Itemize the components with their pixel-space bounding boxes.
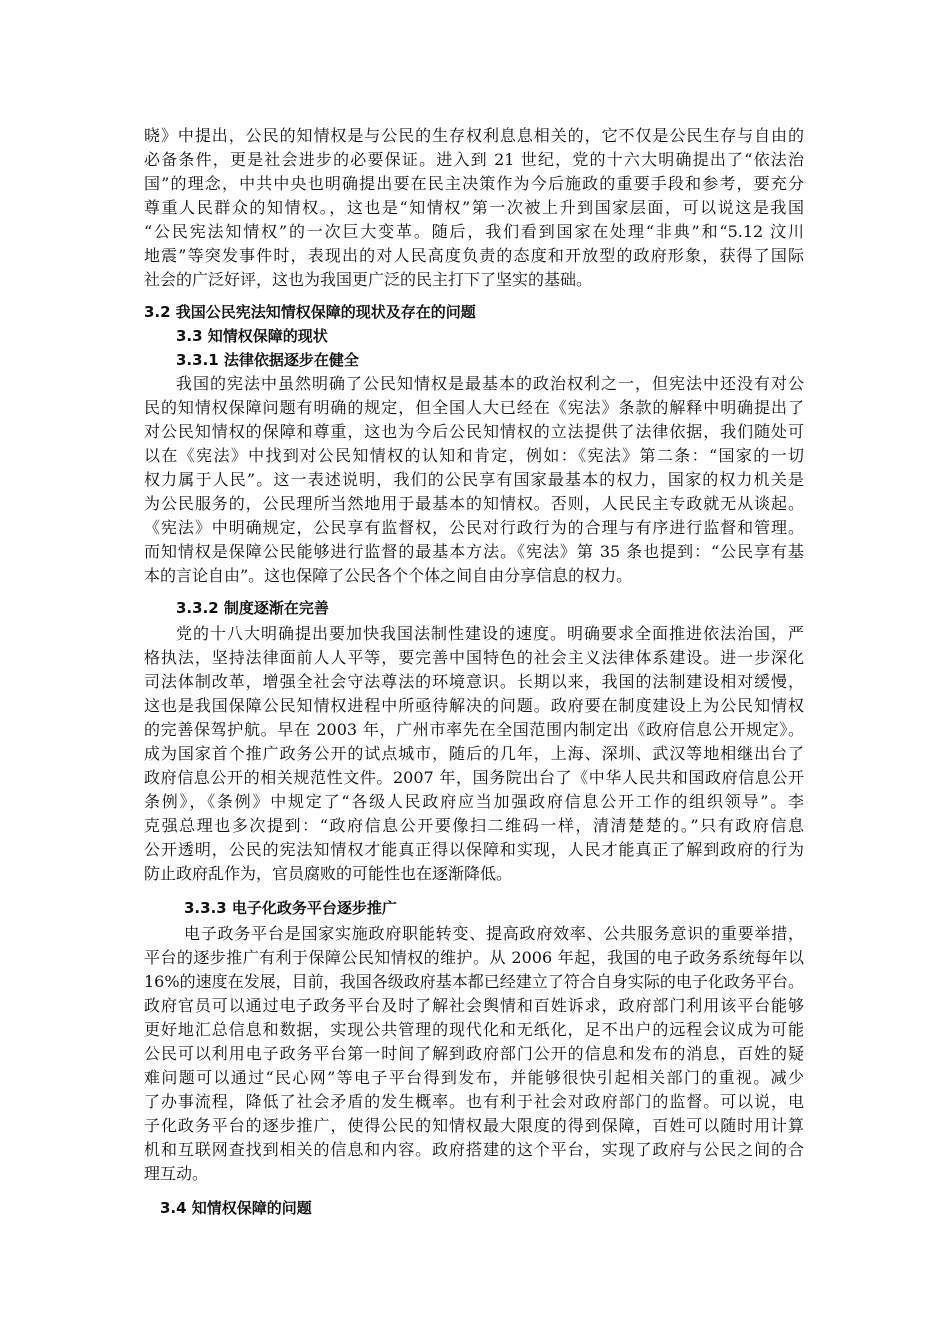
paragraph-line: 而知情权是保障公民能够进行监督的最基本方法。《宪法》第 35 条也提到：“公民享有基 [144, 542, 804, 561]
paragraph-line: 公民可以利用电子政务平台第一时间了解到政府部门公开的信息和发布的消息，百姓的疑 [144, 1044, 804, 1063]
paragraph-line: 对公民知情权的保障和尊重，这也为今后公民知情权的立法提供了法律依据，我们随处可 [144, 422, 804, 441]
section-heading-3-3: 3.3 知情权保障的现状 [176, 327, 328, 345]
paragraph-line: 了办事流程，降低了社会矛盾的发生概率。也有利于社会对政府部门的监督。可以说，电 [144, 1092, 804, 1111]
paragraph-line: 克强总理也多次提到：“政府信息公开要像扫二维码一样，清清楚楚的。”只有政府信息 [144, 816, 804, 835]
paragraph-line: 政府信息公开的相关规范性文件。2007 年，国务院出台了《中华人民共和国政府信息公开 [144, 768, 804, 787]
paragraph-line: 公开透明，公民的宪法知情权才能真正得以保障和实现，人民才能真正了解到政府的行为 [144, 840, 804, 859]
paragraph-line: 机和互联网查找到相关的信息和内容。政府搭建的这个平台，实现了政府与公民之间的合 [144, 1140, 804, 1159]
paragraph-line: 本的言论自由”。这也保障了公民各个个体之间自由分享信息的权力。 [144, 566, 633, 585]
paragraph-line: 理互动。 [144, 1164, 209, 1183]
paragraph-line: 政府官员可以通过电子政务平台及时了解社会舆情和百姓诉求，政府部门利用该平台能够 [144, 996, 804, 1015]
paragraph-line: 民的知情权保障问题有明确的规定，但全国人大已经在《宪法》条款的解释中明确提出了 [144, 398, 804, 417]
section-heading-3-3-2: 3.3.2 制度逐渐在完善 [176, 599, 329, 617]
paragraph-line: 为公民服务的，公民理所当然地用于最基本的知情权。否则，人民民主专政就无从谈起。 [144, 494, 804, 513]
paragraph-line: 的完善保驾护航。早在 2003 年，广州市率先在全国范围内制定出《政府信息公开规定》。 [144, 720, 804, 739]
section-heading-3-2: 3.2 我国公民宪法知情权保障的现状及存在的问题 [144, 303, 476, 321]
section-heading-3-3-3: 3.3.3 电子化政务平台逐步推广 [184, 899, 397, 917]
section-heading-3-3-1: 3.3.1 法律依据逐步在健全 [176, 351, 359, 369]
paragraph-line: 更好地汇总信息和数据，实现公共管理的现代化和无纸化，足不出户的远程会议成为可能 [144, 1020, 804, 1039]
paragraph-line: 格执法，坚持法律面前人人平等，要完善中国特色的社会主义法律体系建设。进一步深化 [144, 648, 804, 667]
paragraph-line: 我国的宪法中虽然明确了公民知情权是最基本的政治权利之一，但宪法中还没有对公 [176, 374, 804, 393]
paragraph-line: 子化政务平台的逐步推广，使得公民的知情权最大限度的得到保障，百姓可以随时用计算 [144, 1116, 804, 1135]
paragraph-line: 党的十八大明确提出要加快我国法制性建设的速度。明确要求全面推进依法治国，严 [176, 624, 804, 643]
paragraph-line: 以在《宪法》中找到对公民知情权的认知和肯定，例如：《宪法》第二条：“国家的一切 [144, 446, 804, 465]
paragraph-line: 权力属于人民”。这一表述说明，我们的公民享有国家最基本的权力，国家的权力机关是 [144, 470, 804, 489]
paragraph-line: 社会的广泛好评，这也为我国更广泛的民主打下了坚实的基础。 [144, 270, 593, 289]
paragraph-line: 国”的理念，中共中央也明确提出要在民主决策作为今后施政的重要手段和参考，要充分 [144, 174, 804, 193]
paragraph-line: 平台的逐步推广有利于保障公民知情权的维护。从 2006 年起，我国的电子政务系统每年以 [144, 948, 804, 967]
paragraph-line: 地震”等突发事件时，表现出的对人民高度负责的态度和开放型的政府形象，获得了国际 [144, 246, 804, 265]
paragraph-line: 《宪法》中明确规定，公民享有监督权，公民对行政行为的合理与有序进行监督和管理。 [144, 518, 804, 537]
paragraph-line: 难问题可以通过“民心网”等电子平台得到发布，并能够很快引起相关部门的重视。减少 [144, 1068, 804, 1087]
section-heading-3-4: 3.4 知情权保障的问题 [160, 1199, 312, 1217]
paragraph-line: 成为国家首个推广政务公开的试点城市，随后的几年，上海、深圳、武汉等地相继出台了 [144, 744, 804, 763]
paragraph-line: 司法体制改革，增强全社会守法尊法的环境意识。长期以来，我国的法制建设相对缓慢， [144, 672, 804, 691]
paragraph-line: “公民宪法知情权”的一次巨大变革。随后，我们看到国家在处理“非典”和“5.12 汶川 [144, 222, 804, 241]
paragraph-line: 条例》，《条例》中规定了“各级人民政府应当加强政府信息公开工作的组织领导”。李 [144, 792, 804, 811]
paragraph-line: 晓》中提出，公民的知情权是与公民的生存权利息息相关的，它不仅是公民生存与自由的 [144, 126, 804, 145]
paragraph-line: 电子政务平台是国家实施政府职能转变、提高政府效率、公共服务意识的重要举措， [184, 924, 804, 943]
paragraph-line: 这也是我国保障公民知情权进程中所亟待解决的问题。政府要在制度建设上为公民知情权 [144, 696, 804, 715]
paragraph-line: 必备条件，更是社会进步的必要保证。进入到 21 世纪，党的十六大明确提出了“依法治 [144, 150, 804, 169]
paragraph-line: 16%的速度在发展，目前，我国各级政府基本都已经建立了符合自身实际的电子化政务平台。 [144, 972, 804, 991]
paragraph-line: 尊重人民群众的知情权。，这也是“知情权”第一次被上升到国家层面，可以说这是我国 [144, 198, 804, 217]
paragraph-line: 防止政府乱作为，官员腐败的可能性也在逐渐降低。 [144, 864, 513, 883]
